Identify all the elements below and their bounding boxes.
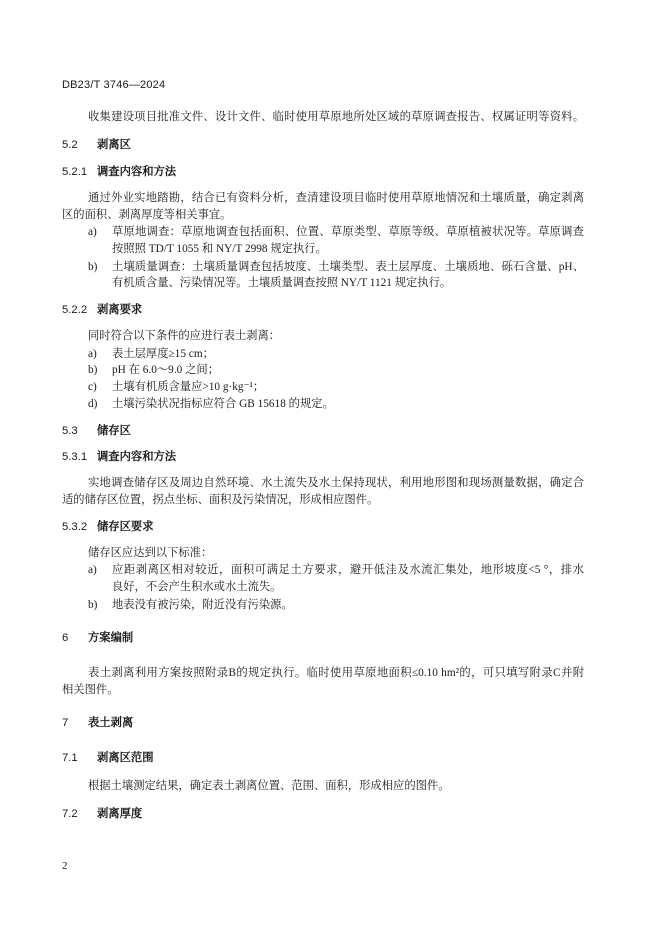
paragraph-line: 通过外业实地踏勘，结合已有资料分析，查清建设项目临时使用草原地情况和土壤质量，确定剥离 <box>88 192 584 204</box>
paragraph-line: 根据土壤测定结果，确定表土剥离位置、范围、面积，形成相应的图件。 <box>88 780 450 792</box>
list-item-line: 按照照 TD/T 1055 和 NY/T 2998 规定执行。 <box>112 243 327 255</box>
list-item-text: pH 在 6.0～9.0 之间； <box>112 364 220 376</box>
list-marker: c) <box>88 381 97 393</box>
running-header: DB23/T 3746—2024 <box>62 79 166 91</box>
section-title-5-2-2: 剥离要求 <box>97 303 143 316</box>
list-marker: b) <box>88 261 98 273</box>
section-number-5-3-2: 5.3.2 <box>62 521 88 533</box>
paragraph-line: 区的面积、剥离厚度等相关事宜。 <box>62 209 232 221</box>
paragraph-line: 实地调查储存区及周边自然环境、水土流失及水土保持现状，利用地形图和现场测量数据，确定合 <box>88 477 584 489</box>
section-title-7: 表土剥离 <box>88 716 134 729</box>
list-marker: a) <box>88 226 97 238</box>
list-item-line: 良好，不会产生积水或水土流失。 <box>112 581 282 593</box>
section-number-6: 6 <box>62 632 69 644</box>
page-number: 2 <box>62 860 68 872</box>
section-title-7-1: 剥离区范围 <box>97 751 154 764</box>
list-item-line: 应距剥离区相对较近，面积可满足土方要求，避开低洼及水流汇集处，地形坡度<5 °，排水 <box>112 564 584 576</box>
section-title-5-2-1: 调查内容和方法 <box>97 165 177 178</box>
section-title-5-3-2: 储存区要求 <box>97 520 154 533</box>
section-number-7-2: 7.2 <box>62 808 78 820</box>
list-item-text: 土壤污染状况指标应符合 GB 15618 的规定。 <box>112 398 334 410</box>
section-title-7-2: 剥离厚度 <box>97 807 143 820</box>
section-title-6: 方案编制 <box>88 631 134 644</box>
section-number-7: 7 <box>62 717 69 729</box>
list-item-line: 地表没有被污染，附近没有污染源。 <box>112 599 293 611</box>
list-marker: b) <box>88 364 98 376</box>
section-number-5-2-1: 5.2.1 <box>62 166 88 178</box>
list-marker: b) <box>88 599 98 611</box>
section-number-5-3-1: 5.3.1 <box>62 451 88 463</box>
section-title-5-3-1: 调查内容和方法 <box>97 450 177 463</box>
list-item-line: 土壤质量调查：土壤质量调查包括坡度、土壤类型、表土层厚度、土壤质地、砾石含量、pH、 <box>112 261 584 273</box>
section-number-5-2-2: 5.2.2 <box>62 304 88 316</box>
section-number-5-3: 5.3 <box>62 425 78 437</box>
list-marker: a) <box>88 348 97 360</box>
section-number-5-2: 5.2 <box>62 139 78 151</box>
list-marker: a) <box>88 564 97 576</box>
section-title-5-2: 剥离区 <box>97 138 131 151</box>
paragraph-line: 表土剥离利用方案按照附录B的规定执行。临时使用草原地面积≤0.10 hm²的，可只填写附录C并附 <box>88 667 584 679</box>
list-lead-text: 同时符合以下条件的应进行表土剥离： <box>88 330 281 342</box>
list-marker: d) <box>88 398 98 410</box>
section-title-5-3: 储存区 <box>97 424 131 437</box>
list-item-line: 草原地调查：草原地调查包括面积、位置、草原类型、草原等级、草原植被状况等。草原调查 <box>112 226 584 238</box>
paragraph-line: 相关图件。 <box>62 684 119 696</box>
intro-paragraph-line: 收集建设项目批准文件、设计文件、临时使用草原地所处区域的草原调查报告、权属证明等资料。 <box>88 111 584 123</box>
list-item-line: 有机质含量、污染情况等。土壤质量调查按照 NY/T 1121 规定执行。 <box>112 277 452 289</box>
section-number-7-1: 7.1 <box>62 752 78 764</box>
list-item-text: 表土层厚度≥15 cm； <box>112 348 214 360</box>
list-item-text: 土壤有机质含量应>10 g·kg⁻¹； <box>112 381 265 393</box>
paragraph-line: 适的储存区位置，拐点坐标、面积及污染情况，形成相应图件。 <box>62 494 379 506</box>
list-lead-text: 储存区应达到以下标准： <box>88 547 213 559</box>
